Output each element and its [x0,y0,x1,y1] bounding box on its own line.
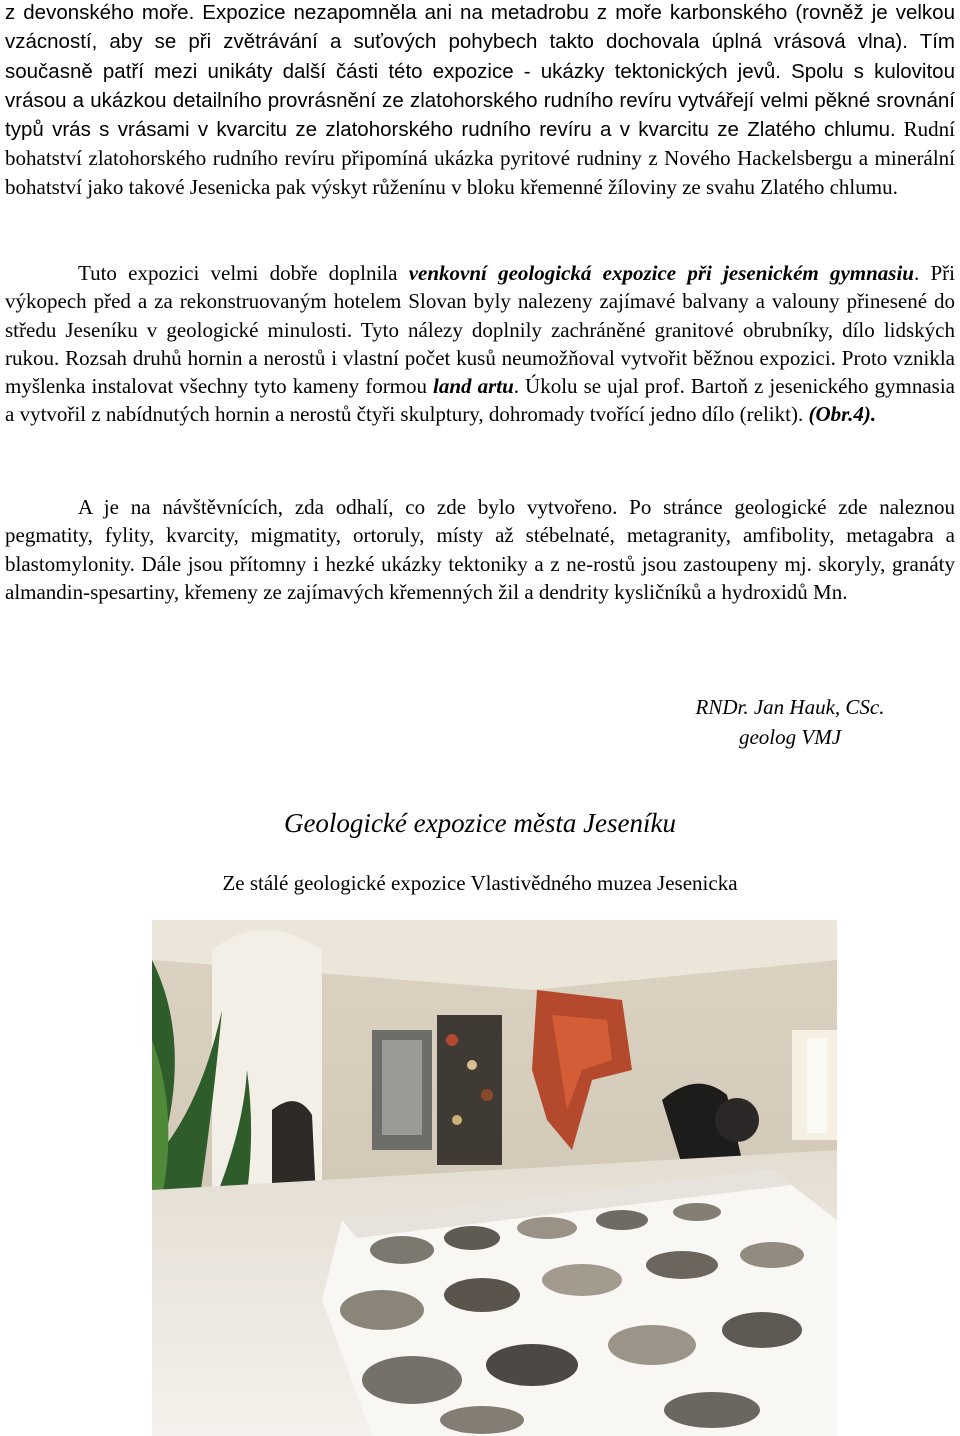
paragraph-3: A je na návštěvnících, zda odhalí, co zde bylo vytvořeno. Po stránce geologické zde naleznou pegmatity, fylity, kvarcity, migmatity, ortoruly, místy až stébelnaté, metagranity, amfibolity, metagabra a blastomylonity. Dále jsou přítomny i hezké ukázky tektoniky a z ne-rostů jsou zastoupeny mj. skoryly, granáty almandin-spesartiny, křemeny ze zajímavých křemenných žil a dendrity kysličníků a hydroxidů Mn. [5,495,955,604]
paragraph-2 [5,259,955,429]
paragraph-1-serif-text: Rudní bohatství zlatohorského rudního revíru připomíná ukázka pyritové rudniny z Nového Hackelsbergu a minerální bohatství jako takové Jesenicka pak výskyt růženínu v bloku křemenné žíloviny ze svahu Zlatého chlumu. [5,117,956,199]
exhibition-photo [152,920,837,1436]
paragraph-2-end: . Úkolu se ujal prof. Bartoň z jesenického gymnasia a vytvořil z nabídnutých hornin a nerostů čtyři skulptury, dohromady tvořící jedno dílo (relikt). [5,374,956,427]
signature-block [670,692,910,752]
figure-reference: (Obr.4). [808,402,877,427]
author-name: RNDr. Jan Hauk, CSc. [695,695,885,719]
paragraph-1 [5,0,955,201]
outdoor-exposition-highlight: venkovní geologická expozice při jesenickém gymnasiu [408,261,914,285]
paragraph-2-middle: . Při výkopech před a za rekonstruovaným hotelem Slovan byly nalezeny zajímavé balvany a valouny přinesené do středu Jeseníku v geologické minulosti. Tyto nálezy doplnily zachráněné granitové obrubníky, dílo lidských rukou. Rozsah druhů hornin a nerostů i vlastní počet kusů neumožňoval vytvořit běžnou expozici. Proto vznikla myšlenka instalovat všechny tyto kameny formou [5,261,955,399]
land-art-highlight: land artu [433,374,514,399]
section-title: Geologické expozice města Jeseníku [283,808,677,838]
author-role: geolog VMJ [738,725,842,749]
paragraph-2-intro: Tuto expozici velmi dobře doplnila [78,261,409,285]
paragraph-1-sans-text: z devonského moře. Expozice nezapomněla ani na metadrobu z moře karbonského (rovněž je velkou vzácností, aby se při zvětrávání a suťových pohybech takto dochovala úplná vrásová vlna). Tím současně patří mezi unikáty další části této expozice - ukázky tektonických jevů. Spolu s kulovitou vrásou a ukázkou detailního provrásnění ze zlatohorského rudního revíru vytvářejí velmi pěkné srovnání typů vrás s vrásami v kvarcitu ze zlatohorského rudního revíru a v kvarcitu ze Zlatého chlumu. [5,1,955,142]
photo-caption: Ze stálé geologické expozice Vlastivědného muzea Jesenicka [222,871,738,895]
